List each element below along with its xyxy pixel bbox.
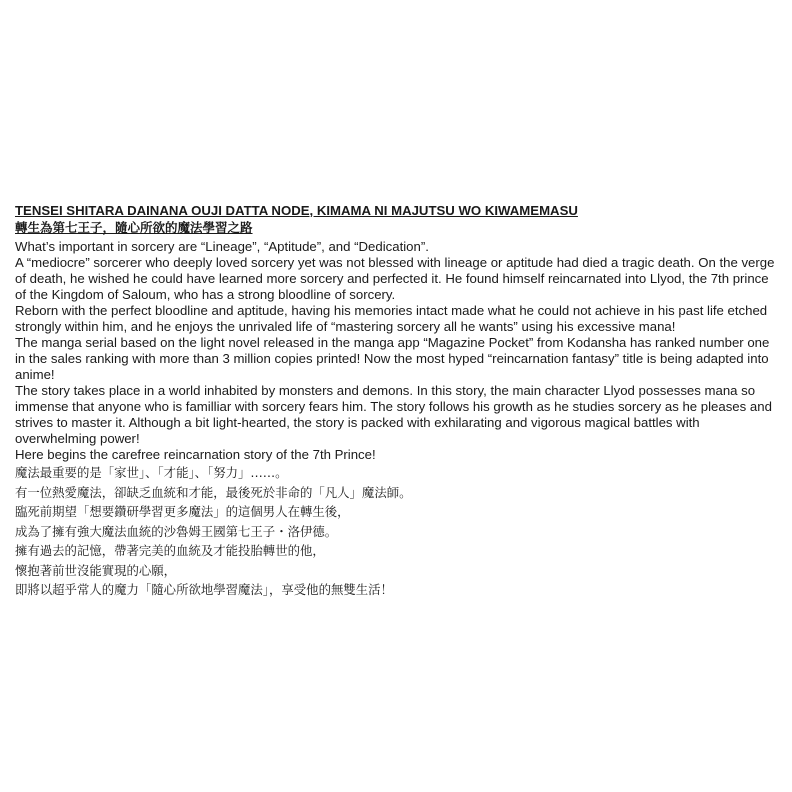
chinese-line: 擁有過去的記憶，帶著完美的血統及才能投胎轉世的他， bbox=[15, 543, 325, 558]
paragraph-intro: What’s important in sorcery are “Lineage”, “Aptitude”, and “Dedication”. bbox=[15, 239, 429, 254]
chinese-line: 成為了擁有強大魔法血統的沙魯姆王國第七王子・洛伊德。 bbox=[15, 523, 338, 539]
product-description bbox=[15, 202, 779, 600]
english-description bbox=[15, 239, 779, 463]
english-title: TENSEI SHITARA DAINANA OUJI DATTA NODE, KIMAMA NI MAJUTSU WO KIWAMEMASU bbox=[15, 203, 578, 218]
paragraph-premise: A “mediocre” sorcerer who deeply loved sorcery yet was not blessed with lineage or aptitude had died a tragic death. On the verge of death, he wished he could have learned more sorcery and perfected it. He found himself reincarnated into Llyod, the 7th prince of the Kingdom of Saloum, who has a strong bloodline of sorcery. bbox=[15, 255, 775, 302]
chinese-line: 即將以超乎常人的魔力「隨心所欲地學習魔法」，享受他的無雙生活！ bbox=[15, 582, 393, 597]
chinese-title: 轉生為第七王子，隨心所欲的魔法學習之路 bbox=[15, 220, 253, 235]
chinese-line: 有一位熱愛魔法，卻缺乏血統和才能，最後死於非命的「凡人」魔法師。 bbox=[15, 484, 412, 500]
paragraph-story: The story takes place in a world inhabited by monsters and demons. In this story, the main character Llyod possesses mana so immense that anyone who is familliar with sorcery fears him. The story follows his growth as he studies sorcery as he pleases and strives to master it. Although a bit light-hearted, the story is packed with exhilarating and vigorous magical battles with overwhelming power! bbox=[15, 383, 772, 446]
paragraph-closing: Here begins the carefree reincarnation story of the 7th Prince! bbox=[15, 447, 376, 462]
chinese-description bbox=[15, 463, 779, 600]
paragraph-manga: The manga serial based on the light novel released in the manga app “Magazine Pocket” from Kodansha has ranked number one in the sales ranking with more than 3 million copies printed! Now the most hyped “reincarnation fantasy” title is being adapted into anime! bbox=[15, 335, 770, 382]
chinese-line: 懷抱著前世沒能實現的心願， bbox=[15, 562, 177, 578]
chinese-line: 臨死前期望「想要鑽研學習更多魔法」的這個男人在轉生後， bbox=[15, 504, 350, 519]
paragraph-rebirth: Reborn with the perfect bloodline and aptitude, having his memories intact made what he could not achieve in his past life etched strongly within him, and he enjoys the unrivaled life of “mastering sorcery all he wants” using his excessive mana! bbox=[15, 303, 768, 334]
chinese-line: 魔法最重要的是「家世」、「才能」、「努力」……。 bbox=[15, 465, 288, 480]
